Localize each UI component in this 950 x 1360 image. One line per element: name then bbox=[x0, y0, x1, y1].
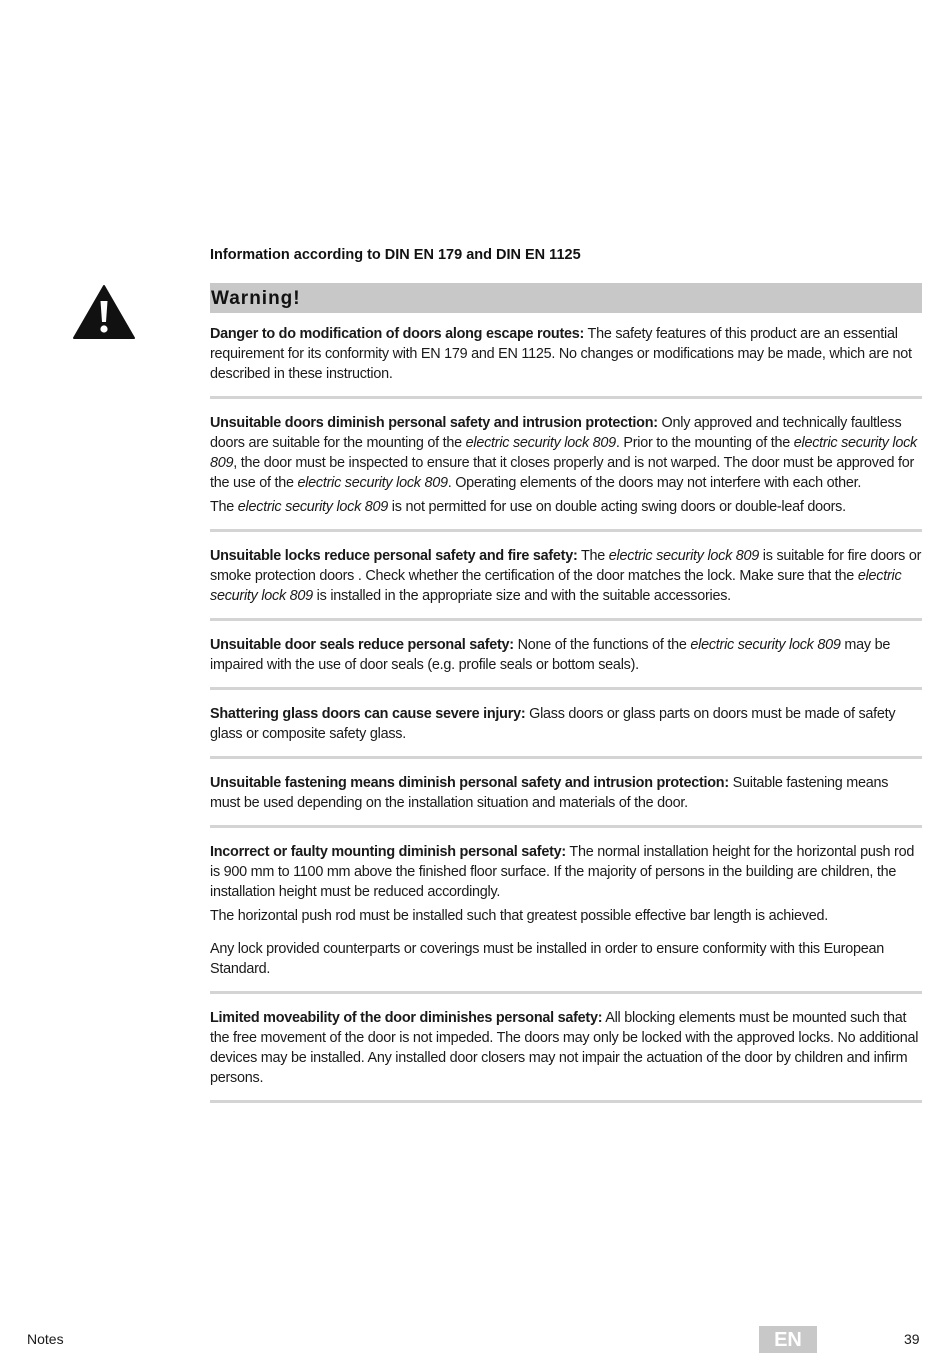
section-paragraph bbox=[210, 939, 922, 979]
section-text: The horizontal push rod must be installed such that greatest possible effective bar length is achieved. bbox=[210, 908, 828, 924]
safety-section bbox=[210, 324, 922, 399]
section-text: All blocking elements must be mounted such that the free movement of the door is not impeded. The doors may only be locked with the approved locks. No additional devices may be installed. Any installed door closers may not impair the actuation of the door by children and infirm persons. bbox=[210, 1010, 919, 1086]
safety-section bbox=[210, 704, 922, 759]
product-name: electric security lock 809 bbox=[237, 499, 389, 515]
safety-section bbox=[210, 773, 922, 828]
warning-title: Warning! bbox=[210, 283, 922, 313]
section-text: The safety features of this product are an essential requirement for its conformity with EN 179 and EN 1125. No changes or modifications may be made, which are not described in these instruction. bbox=[210, 326, 912, 382]
section-paragraph bbox=[210, 635, 922, 675]
section-text: Any lock provided counterparts or coverings must be installed in order to ensure conformity with this European Standard. bbox=[210, 941, 884, 977]
section-text: is installed in the appropriate size and with the suitable accessories. bbox=[312, 588, 731, 604]
section-text: Only approved and technically faultless doors are suitable for the mounting of the bbox=[210, 415, 902, 451]
warning-triangle-icon bbox=[72, 284, 136, 340]
section-text: The normal installation height for the horizontal push rod is 900 mm to 1100 mm above the finished floor surface. If the majority of persons in the building are children, the installation height must be reduced accordingly. bbox=[210, 844, 915, 900]
section-title: Unsuitable door seals reduce personal safety: bbox=[210, 637, 514, 653]
product-name: electric security lock 809 bbox=[465, 435, 616, 451]
product-name: electric security lock 809 bbox=[608, 548, 760, 564]
section-text: Suitable fastening means must be used depending on the installation situation and materials of the door. bbox=[210, 775, 889, 811]
product-name: electric security lock 809 bbox=[690, 637, 841, 653]
safety-section bbox=[210, 1008, 922, 1103]
section-text: is not permitted for use on double acting swing doors or double-leaf doors. bbox=[388, 499, 846, 515]
section-paragraph bbox=[210, 906, 922, 926]
product-name: electric security lock 809 bbox=[210, 435, 917, 471]
section-paragraph bbox=[210, 842, 922, 902]
section-title: Shattering glass doors can cause severe injury: bbox=[210, 706, 526, 722]
section-text: . Prior to the mounting of the bbox=[615, 435, 794, 451]
section-paragraph bbox=[210, 413, 922, 493]
safety-section bbox=[210, 635, 922, 690]
section-text: Glass doors or glass parts on doors must be made of safety glass or composite safety glass. bbox=[210, 706, 896, 742]
section-text: The bbox=[210, 499, 238, 515]
safety-section bbox=[210, 842, 922, 994]
section-paragraph bbox=[210, 1008, 922, 1088]
page-number: 39 bbox=[904, 1331, 920, 1347]
section-title: Unsuitable locks reduce personal safety and fire safety: bbox=[210, 548, 578, 564]
section-title: Incorrect or faulty mounting diminish personal safety: bbox=[210, 844, 566, 860]
safety-sections bbox=[210, 324, 922, 1117]
section-paragraph bbox=[210, 497, 922, 517]
section-title: Unsuitable doors diminish personal safety and intrusion protection: bbox=[210, 415, 658, 431]
safety-section bbox=[210, 413, 922, 532]
section-title: Unsuitable fastening means diminish personal safety and intrusion protection: bbox=[210, 775, 729, 791]
safety-section bbox=[210, 546, 922, 621]
section-text: The bbox=[577, 548, 609, 564]
section-paragraph bbox=[210, 546, 922, 606]
section-text: is suitable for fire doors or smoke protection doors . Check whether the certification of the door matches the lock. Make sure that the bbox=[210, 548, 922, 584]
footer-section-label: Notes bbox=[27, 1331, 64, 1347]
section-paragraph bbox=[210, 773, 922, 813]
section-title: Danger to do modification of doors along escape routes: bbox=[210, 326, 585, 342]
section-text: None of the functions of the bbox=[513, 637, 691, 653]
page-heading: Information according to DIN EN 179 and DIN EN 1125 bbox=[210, 247, 581, 263]
section-paragraph bbox=[210, 704, 922, 744]
section-text: , the door must be inspected to ensure that it closes properly and is not warped. The door must be approved for the use of the bbox=[210, 455, 914, 491]
section-paragraph bbox=[210, 324, 922, 384]
section-title: Limited moveability of the door diminishes personal safety: bbox=[210, 1010, 603, 1026]
language-badge: EN bbox=[759, 1326, 817, 1353]
section-text: . Operating elements of the doors may not interfere with each other. bbox=[447, 475, 862, 491]
product-name: electric security lock 809 bbox=[210, 568, 902, 604]
section-text: may be impaired with the use of door seals (e.g. profile seals or bottom seals). bbox=[210, 637, 891, 673]
product-name: electric security lock 809 bbox=[297, 475, 448, 491]
